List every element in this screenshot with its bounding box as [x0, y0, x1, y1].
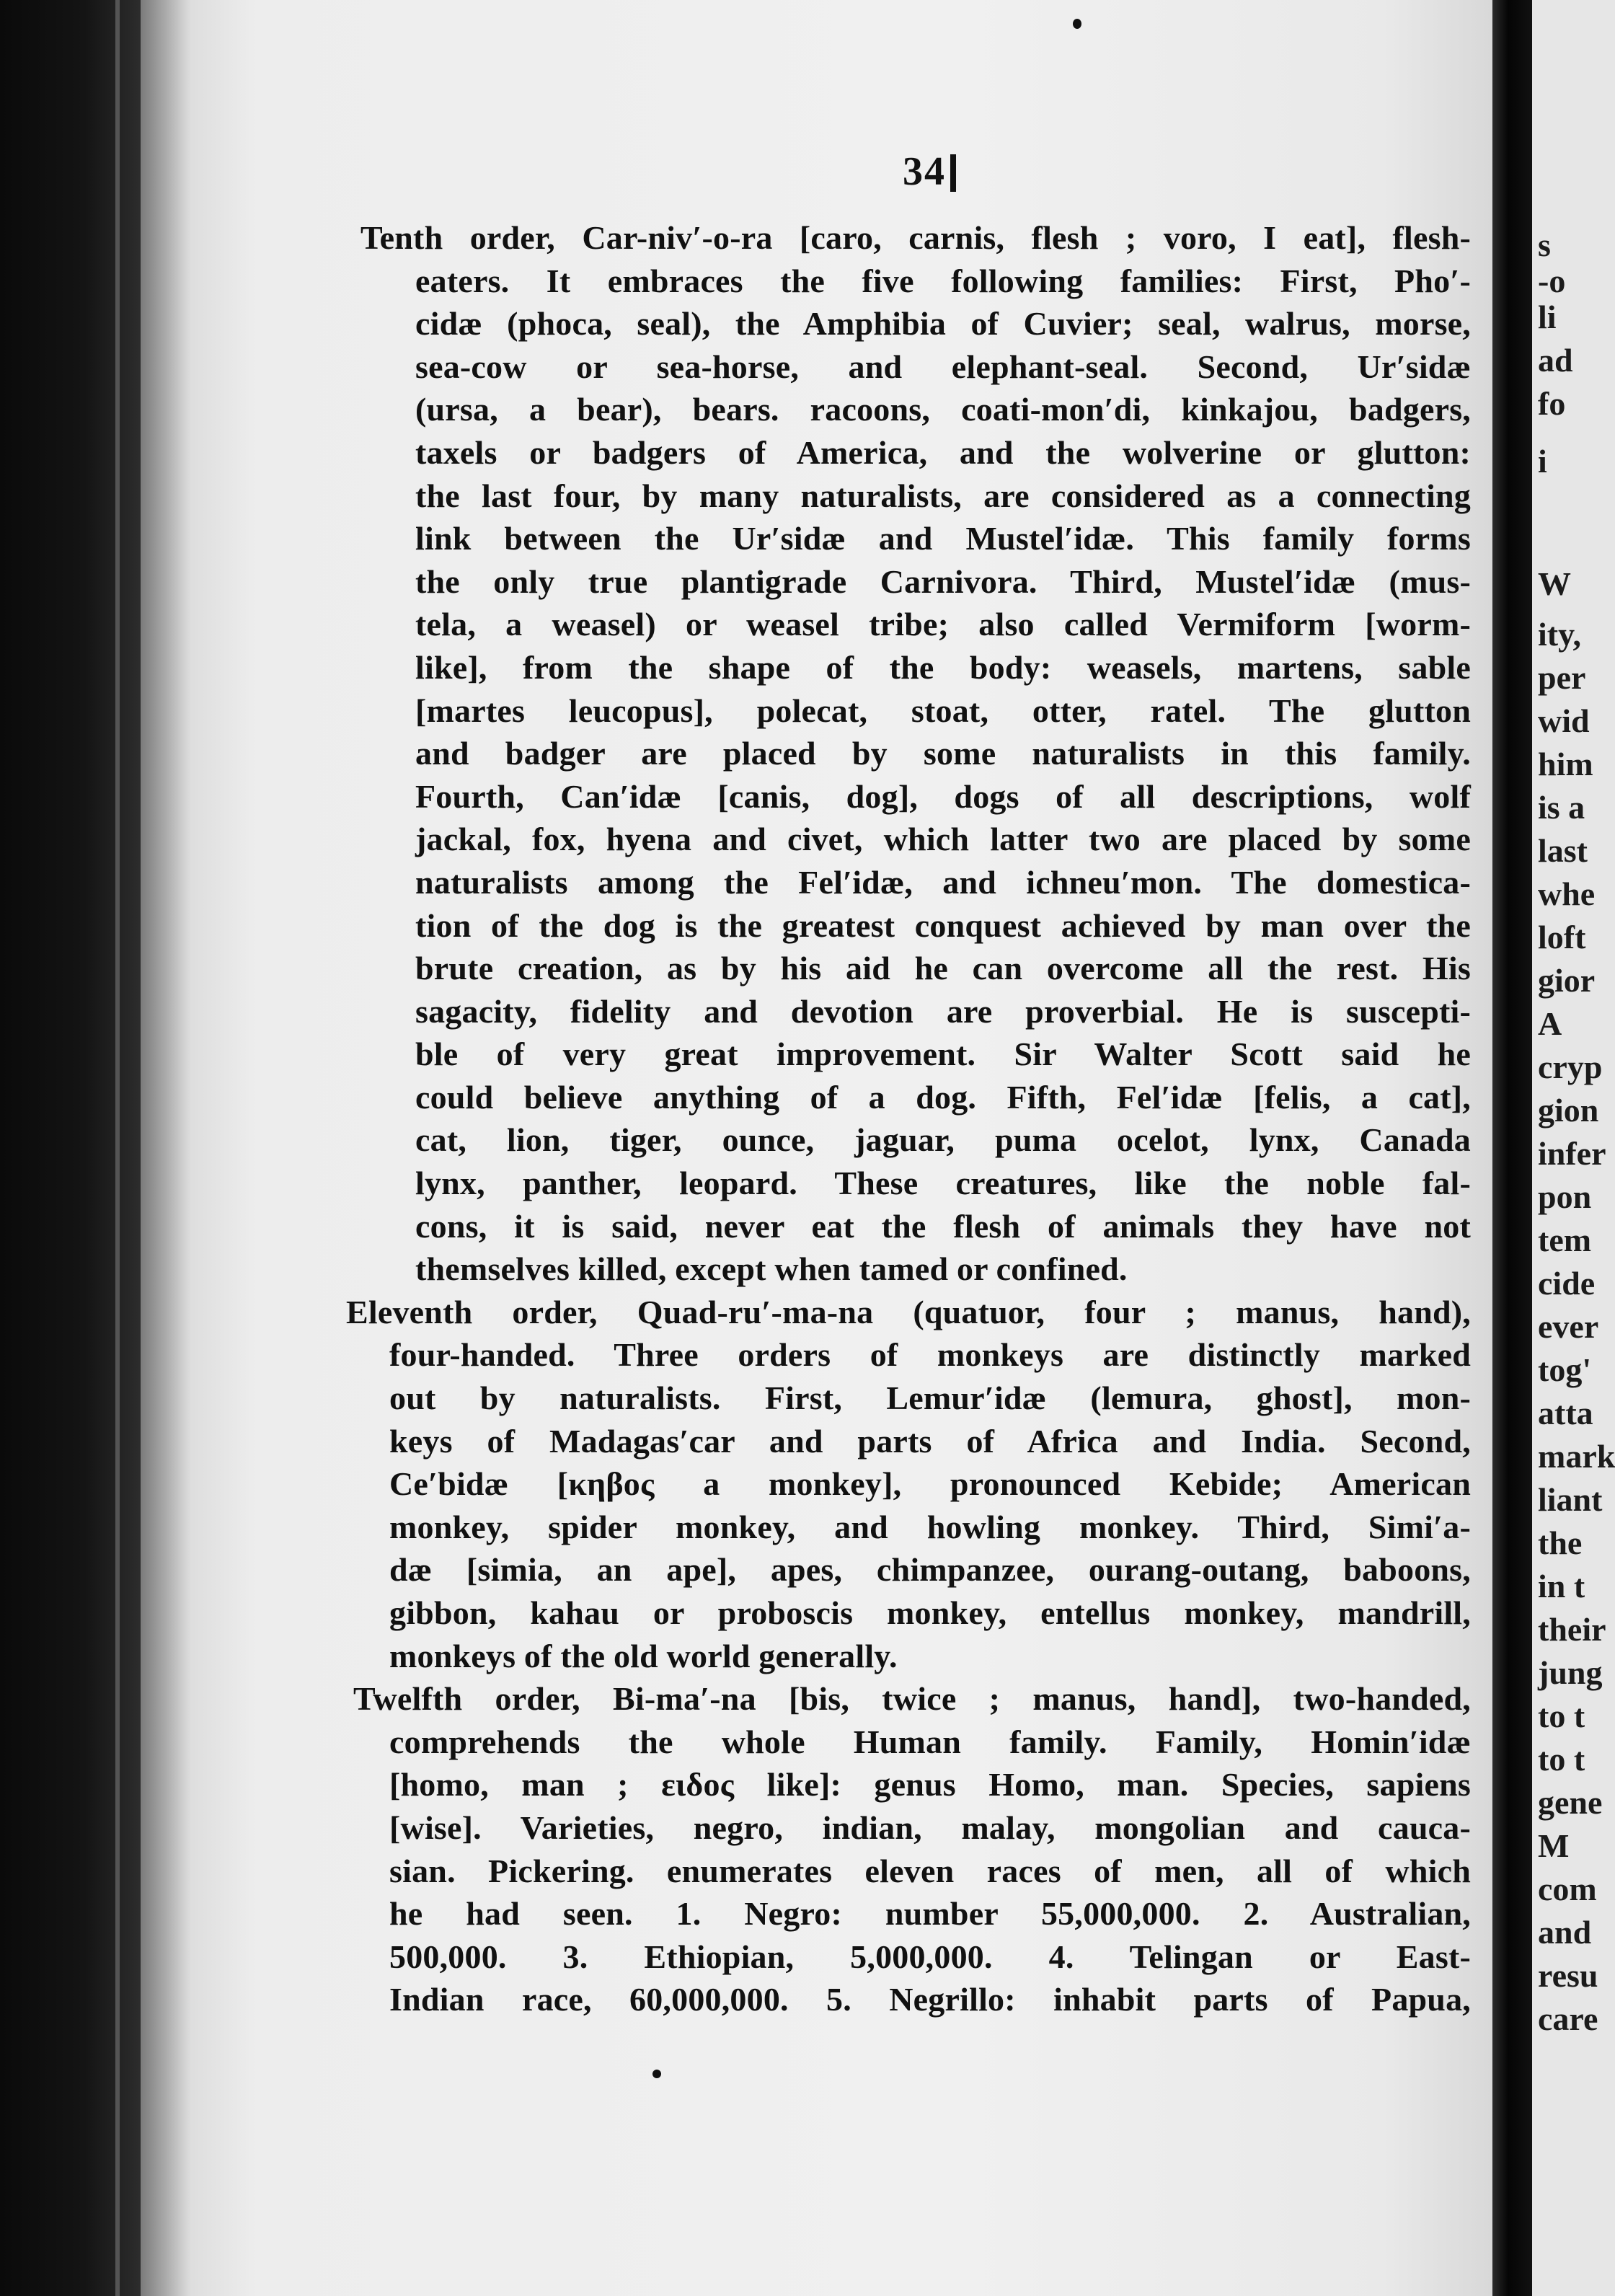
adjacent-page-fragment: W — [1538, 565, 1571, 602]
adjacent-page-fragment: infer — [1538, 1135, 1606, 1172]
text-line: ble of very great improvement. Sir Walter Scott said he — [415, 1036, 1471, 1073]
text-line: like], from the shape of the body: weasels, martens, sable — [415, 648, 1471, 686]
adjacent-page-fragment: per — [1538, 659, 1586, 696]
text-line: 500,000. 3. Ethiopian, 5,000,000. 4. Telingan or East- — [389, 1938, 1471, 1975]
adjacent-page-fragment: care — [1538, 2000, 1598, 2037]
text-line: and badger are placed by some naturalists in this family. — [415, 735, 1471, 772]
text-line: could believe anything of a dog. Fifth, Fel′idæ [felis, a cat], — [415, 1078, 1471, 1116]
text-line: link between the Ur′sidæ and Mustel′idæ. This family forms — [415, 520, 1471, 557]
paragraph-twelfth-order — [353, 1677, 1471, 2021]
text-line: tion of the dog is the greatest conquest achieved by man over the — [415, 906, 1471, 944]
text-line: sagacity, fidelity and devotion are proverbial. He is suscepti- — [415, 992, 1471, 1030]
adjacent-page-fragment: jung — [1538, 1654, 1603, 1691]
text-line: cat, lion, tiger, ounce, jaguar, puma ocelot, lynx, Canada — [415, 1121, 1471, 1159]
adjacent-page-fragment: in t — [1538, 1568, 1585, 1604]
text-line: Eleventh order, Quad-ru′-ma-na (quatuor, four ; manus, hand), — [346, 1293, 1471, 1330]
adjacent-page-fragment: him — [1538, 746, 1593, 782]
text-line: cidæ (phoca, seal), the Amphibia of Cuvier; seal, walrus, morse, — [415, 305, 1471, 343]
text-line: keys of Madagas′car and parts of Africa and India. Second, — [389, 1422, 1471, 1460]
adjacent-page-fragment: to t — [1538, 1697, 1585, 1734]
adjacent-page-fragment: A — [1538, 1005, 1562, 1042]
text-line: Indian race, 60,000,000. 5. Negrillo: inhabit parts of Papua, — [389, 1981, 1471, 2018]
text-line: comprehends the whole Human family. Family, Homin′idæ — [389, 1723, 1471, 1760]
adjacent-page-fragment: last — [1538, 832, 1588, 869]
adjacent-page-fragment: com — [1538, 1871, 1597, 1907]
adjacent-page-fragment: i — [1538, 443, 1547, 480]
text-line: lynx, panther, leopard. These creatures, like the noble fal- — [415, 1165, 1471, 1202]
paragraph-eleventh-order — [346, 1291, 1471, 1677]
text-line: sea-cow or sea-horse, and elephant-seal. Second, Ur′sidæ — [415, 348, 1471, 385]
text-line: out by naturalists. First, Lemur′idæ (lemura, ghost], mon- — [389, 1379, 1471, 1417]
adjacent-page-fragment: ad — [1538, 342, 1573, 379]
text-line: monkey, spider monkey, and howling monkey. Third, Simi′a- — [389, 1508, 1471, 1545]
page-divider — [1492, 0, 1532, 2296]
text-line: monkeys of the old world generally. — [389, 1637, 898, 1674]
text-line: Twelfth order, Bi-ma′-na [bis, twice ; manus, hand], two-handed, — [353, 1680, 1471, 1718]
page-number-mark — [950, 154, 956, 192]
ink-speck — [652, 2070, 661, 2078]
text-line: sian. Pickering. enumerates eleven races of men, all of which — [389, 1852, 1471, 1889]
adjacent-page-fragment: to t — [1538, 1741, 1585, 1778]
paragraph-tenth-order — [360, 216, 1471, 1291]
adjacent-page-fragment: tog' — [1538, 1351, 1592, 1388]
page-number: 34 — [903, 149, 946, 194]
text-line: [martes leucopus], polecat, stoat, otter, ratel. The glutton — [415, 692, 1471, 729]
adjacent-page-fragment: the — [1538, 1524, 1583, 1561]
adjacent-page-fragment: gior — [1538, 962, 1596, 999]
adjacent-page-fragment: s — [1538, 226, 1551, 263]
adjacent-page-fragment: mark — [1538, 1438, 1615, 1475]
adjacent-page — [1532, 0, 1615, 2296]
text-line: the last four, by many naturalists, are considered as a connecting — [415, 477, 1471, 514]
adjacent-page-fragment: cryp — [1538, 1048, 1603, 1085]
adjacent-page-fragment: wid — [1538, 702, 1590, 739]
text-line: he had seen. 1. Negro: number 55,000,000. 2. Australian, — [389, 1895, 1471, 1933]
text-line: [wise]. Varieties, negro, indian, malay, mongolian and cauca- — [389, 1809, 1471, 1846]
ink-speck — [1073, 19, 1081, 29]
text-line: gibbon, kahau or proboscis monkey, entellus monkey, mandrill, — [389, 1594, 1471, 1631]
adjacent-page-fragment: is a — [1538, 789, 1585, 826]
adjacent-page-fragment: loft — [1538, 919, 1586, 955]
adjacent-page-fragment: and — [1538, 1914, 1592, 1951]
adjacent-page-fragment: fo — [1538, 385, 1566, 422]
text-line: brute creation, as by his aid he can overcome all the rest. His — [415, 950, 1471, 987]
text-line: cons, it is said, never eat the flesh of animals they have not — [415, 1207, 1471, 1245]
adjacent-page-fragment: gion — [1538, 1092, 1599, 1129]
text-line: the only true plantigrade Carnivora. Third, Mustel′idæ (mus- — [415, 562, 1471, 600]
text-line: tela, a weasel) or weasel tribe; also called Vermiform [worm- — [415, 606, 1471, 643]
text-line: Fourth, Can′idæ [canis, dog], dogs of all descriptions, wolf — [415, 777, 1471, 815]
text-line: jackal, fox, hyena and civet, which latter two are placed by some — [415, 821, 1471, 858]
text-line: naturalists among the Fel′idæ, and ichneu′mon. The domestica- — [415, 863, 1471, 901]
adjacent-page-fragment: cide — [1538, 1265, 1596, 1302]
text-line: Tenth order, Car-niv′-o-ra [caro, carnis, flesh ; voro, I eat], flesh- — [360, 219, 1471, 256]
text-line: (ursa, a bear), bears. racoons, coati-mon′di, kinkajou, badgers, — [415, 391, 1471, 428]
adjacent-page-fragment: M — [1538, 1827, 1570, 1864]
adjacent-page-fragment: -o — [1538, 262, 1566, 299]
body-text — [346, 216, 1471, 2021]
adjacent-page-fragment: resu — [1538, 1957, 1598, 1994]
binding-edge-line — [115, 0, 120, 2296]
adjacent-page-fragment: li — [1538, 299, 1557, 335]
adjacent-page-fragment: their — [1538, 1611, 1606, 1648]
adjacent-page-fragment: tem — [1538, 1222, 1592, 1258]
text-line: eaters. It embraces the five following families: First, Pho′- — [415, 262, 1471, 299]
adjacent-page-fragment: whe — [1538, 875, 1596, 912]
text-line: dæ [simia, an ape], apes, chimpanzee, ourang-outang, baboons, — [389, 1551, 1471, 1589]
adjacent-page-fragment: ever — [1538, 1308, 1599, 1345]
text-line: four-handed. Three orders of monkeys are distinctly marked — [389, 1336, 1471, 1374]
adjacent-page-fragment: gene — [1538, 1784, 1603, 1821]
text-line: themselves killed, except when tamed or confined. — [415, 1250, 1128, 1288]
text-line: taxels or badgers of America, and the wolverine or glutton: — [415, 433, 1471, 471]
text-line: [homo, man ; ειδος like]: genus Homo, man. Species, sapiens — [389, 1766, 1471, 1803]
page-edge-shadow — [141, 0, 191, 2296]
adjacent-page-fragment: atta — [1538, 1395, 1593, 1431]
text-line: Ce′bidæ [κηβος a monkey], pronounced Kebide; American — [389, 1465, 1471, 1503]
adjacent-page-fragment: liant — [1538, 1481, 1603, 1518]
adjacent-page-fragment: ity, — [1538, 616, 1582, 653]
adjacent-page-fragment: pon — [1538, 1178, 1592, 1215]
